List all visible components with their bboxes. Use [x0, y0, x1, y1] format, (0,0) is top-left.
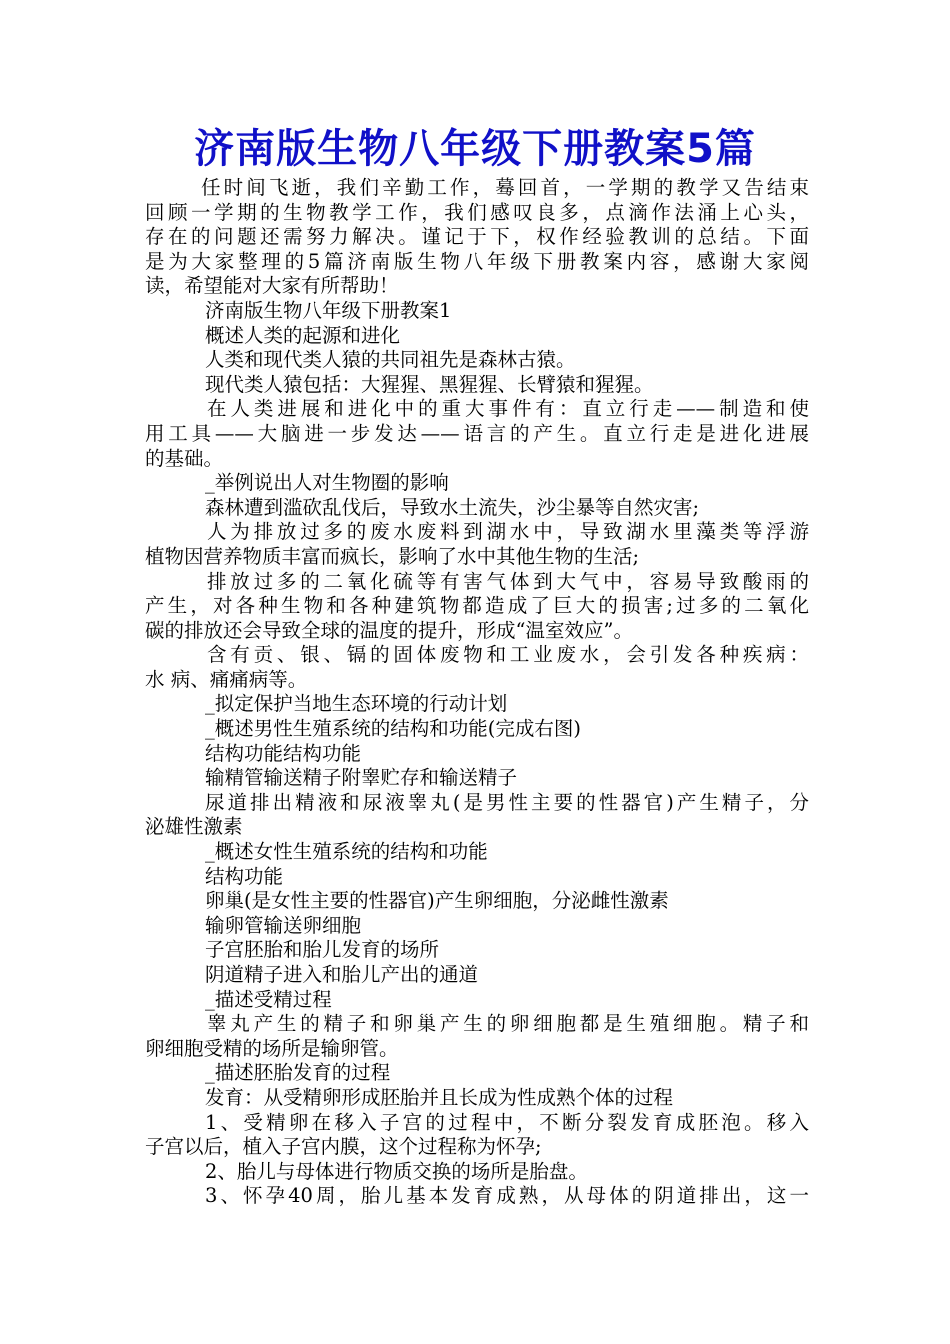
text-line: 泌雄性激素 — [145, 815, 243, 839]
text-line: 排放过多的二氧化硫等有害气体到大气中，容易导致酸雨的 — [207, 569, 809, 593]
text-line: 碳的排放还会导致全球的温度的提升，形成“温室效应”。 — [145, 618, 633, 642]
text-line: 尿道排出精液和尿液睾丸(是男性主要的性器官)产生精子，分 — [205, 790, 809, 814]
text-line: 存在的问题还需努力解决。谨记于下，权作经验教训的总结。下面 — [145, 225, 809, 249]
text-line: _举例说出人对生物圈的影响 — [205, 471, 449, 495]
text-line: 现代类人猿包括：大猩猩、黑猩猩、长臂猿和猩猩。 — [205, 372, 654, 396]
text-line: 结构功能结构功能 — [205, 741, 362, 765]
text-line: 3、怀孕40周，胎儿基本发育成熟，从母体的阴道排出，这一 — [205, 1184, 809, 1208]
text-line: 卵巢(是女性主要的性器官)产生卵细胞，分泌雌性激素 — [205, 889, 669, 913]
text-line: 睾丸产生的精子和卵巢产生的卵细胞都是生殖细胞。精子和 — [207, 1012, 809, 1036]
text-line: 1、受精卵在移入子宫的过程中，不断分裂发育成胚泡。移入 — [205, 1110, 809, 1134]
text-line: 读，希望能对大家有所帮助！ — [145, 274, 399, 298]
text-line: 产生，对各种生物和各种建筑物都造成了巨大的损害;过多的二氧化 — [145, 594, 809, 618]
text-line: 结构功能 — [205, 864, 284, 888]
text-line: 森林遭到滥砍乱伐后，导致水土流失，沙尘暴等自然灾害; — [205, 495, 700, 519]
text-line: _描述受精过程 — [205, 987, 332, 1011]
text-line: 输精管输送精子附睾贮存和输送精子 — [205, 766, 518, 790]
text-line: 任时间飞逝，我们辛勤工作，蓦回首，一学期的教学又告结束 — [201, 176, 809, 199]
text-line: 的基础。 — [145, 446, 224, 470]
text-line: 子宫以后，植入子宫内膜，这个过程称为怀孕; — [145, 1135, 542, 1159]
text-line: 在人类进展和进化中的重大事件有：直立行走——制造和使 — [207, 397, 809, 421]
text-line: 人类和现代类人猿的共同祖先是森林古猿。 — [205, 348, 576, 372]
text-line: 概述人类的起源和进化 — [205, 323, 401, 347]
text-line: _概述女性生殖系统的结构和功能 — [205, 840, 488, 864]
text-line: 含有贡、银、镉的固体废物和工业废水，会引发各种疾病： — [207, 643, 809, 667]
document-title: 济南版生物八年级下册教案5篇 — [194, 126, 756, 172]
text-line: 阴道精子进入和胎儿产出的通道 — [205, 963, 479, 986]
text-line: 回顾一学期的生物教学工作，我们感叹良多，点滴作法涌上心头， — [145, 200, 809, 224]
text-line: _拟定保护当地生态环境的行动计划 — [205, 692, 508, 716]
text-line: _描述胚胎发育的过程 — [205, 1061, 391, 1085]
text-line: 2、胎儿与母体进行物质交换的场所是胎盘。 — [205, 1159, 588, 1183]
text-line: 水 病、痛痛病等。 — [145, 667, 308, 691]
text-line: 子宫胚胎和胎儿发育的场所 — [205, 938, 440, 962]
text-line: 人为排放过多的废水废料到湖水中，导致湖水里藻类等浮游 — [207, 520, 809, 544]
document-body — [145, 176, 809, 1209]
text-line: 是为大家整理的5篇济南版生物八年级下册教案内容，感谢大家阅 — [145, 249, 809, 273]
text-line: 植物因营养物质丰富而疯长，影响了水中其他生物的生活; — [145, 544, 640, 568]
text-line: 输卵管输送卵细胞 — [205, 913, 362, 937]
text-line: 卵细胞受精的场所是输卵管。 — [145, 1036, 399, 1060]
text-line: 用工具——大脑进一步发达——语言的产生。直立行走是进化进展 — [145, 421, 809, 445]
text-line: _概述男性生殖系统的结构和功能(完成右图) — [205, 717, 581, 741]
text-line: 发育：从受精卵形成胚胎并且长成为性成熟个体的过程 — [205, 1085, 674, 1109]
text-line: 济南版生物八年级下册教案1 — [205, 298, 452, 322]
